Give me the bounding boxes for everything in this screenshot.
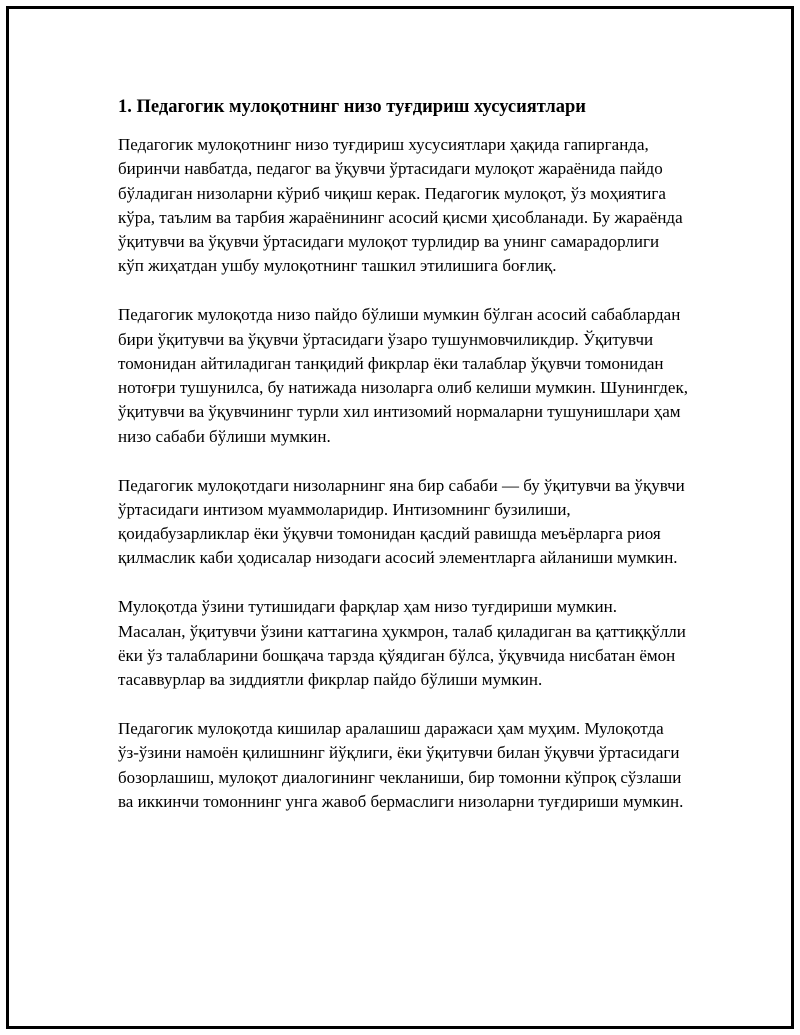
paragraph-4: Мулоқотда ўзини тутишидаги фарқлар ҳам низо туғдириши мумкин. Масалан, ўқитувчи ўзини каттагина ҳукмрон, талаб қиладиган ва қаттиққўлли ёки ўз талабларини бошқача тарзда қўядиган бўлса, ўқувчида нисбатан ёмон тасаввурлар ва зиддиятли фикрлар пайдо бўлиши мумкин. (118, 597, 686, 690)
paragraph-1: Педагогик мулоқотнинг низо туғдириш хусусиятлари ҳақида гапирганда, биринчи навбатда, педагог ва ўқувчи ўртасидаги мулоқот жараёнида пайдо бўладиган низоларни кўриб чиқиш керак. Педагогик мулоқот, ўз моҳиятига кўра, таълим ва тарбия жараёнининг асосий қисми ҳисобланади. Бу жараёнда ўқитувчи ва ўқувчи ўртасидаги мулоқот турлидир ва унинг самарадорлиги кўп жиҳатдан ушбу мулоқотнинг ташкил этилишига боғлиқ. (118, 135, 683, 276)
document-title: 1. Педагогик мулоқотнинг низо туғдириш хусусиятлари (118, 97, 586, 117)
document-body (118, 95, 688, 839)
paragraph-5: Педагогик мулоқотда кишилар аралашиш даражаси ҳам муҳим. Мулоқотда ўз-ўзини намоён қилишнинг йўқлиги, ёки ўқитувчи билан ўқувчи ўртасидаги бозорлашиш, мулоқот диалогининг чекланиши, бир томонни кўпроқ сўзлаши ва иккинчи томоннинг унга жавоб бермаслиги низоларни туғдириши мумкин. (118, 718, 684, 811)
paragraph-2: Педагогик мулоқотда низо пайдо бўлиши мумкин бўлган асосий сабаблардан бири ўқитувчи ва ўқувчи ўртасидаги ўзаро тушунмовчиликдир. Ўқитувчи томонидан айтиладиган танқидий фикрлар ёки талаблар ўқувчи томонидан нотоғри тушунилса, бу натижада низоларга олиб келиши мумкин. Шунингдек, ўқитувчи ва ўқувчининг турли хил интизомий нормаларни тушунишлари ҳам низо сабаби бўлиши мумкин. (118, 305, 688, 446)
paragraph-3: Педагогик мулоқотдаги низоларнинг яна бир сабаби — бу ўқитувчи ва ўқувчи ўртасидаги интизом муаммоларидир. Интизомнинг бузилиши, қоидабузарликлар ёки ўқувчи томонидан қасдий равишда меъёрларга риоя қилмаслик каби ҳодисалар низодаги асосий элементларга айланиши мумкин. (118, 475, 685, 568)
